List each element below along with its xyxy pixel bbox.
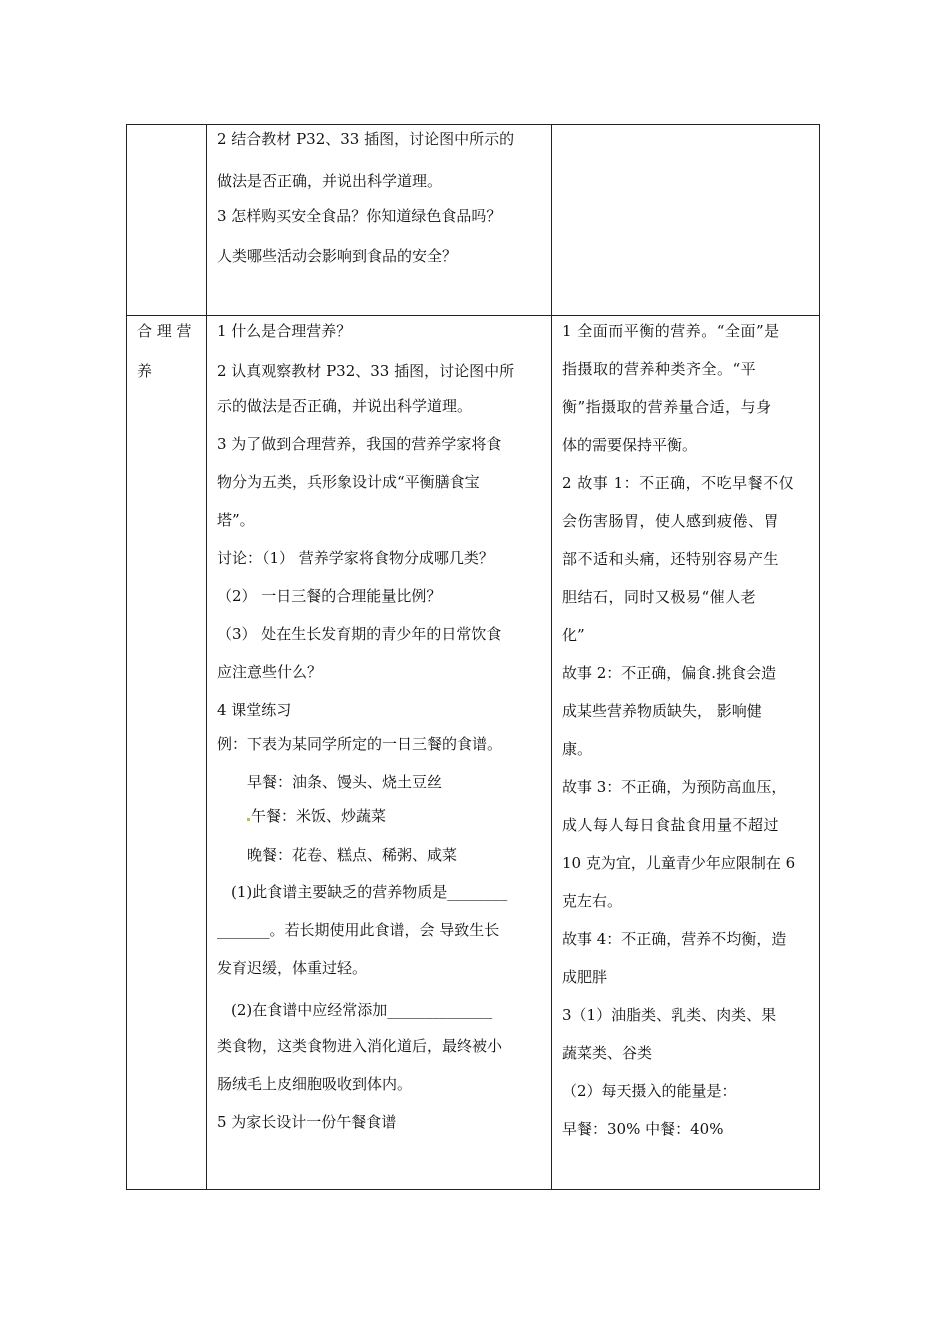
menu-breakfast: 早餐：油条、馒头、烧土豆丝 [247, 773, 443, 791]
text-line: 3 为了做到合理营养，我国的营养学家将食 [217, 435, 502, 453]
question-line: _______。若长期使用此食谱，会 导致生长 [217, 921, 500, 939]
answer-line: 会伤害肠胃，使人感到疲倦、胃 [562, 512, 780, 530]
text-line: 例：下表为某同学所定的一日三餐的食谱。 [217, 735, 503, 753]
answer-line: 故事 3：不正确，为预防高血压， [562, 778, 787, 796]
question-line: 发育迟缓，体重过轻。 [217, 959, 368, 977]
text-line: 2 认真观察教材 P32、33 插图，讨论图中所 [217, 362, 515, 380]
text-line: 3 怎样购买安全食品？你知道绿色食品吗？ [217, 207, 502, 225]
answer-line: 康。 [562, 740, 593, 758]
answer-line: 指摄取的营养种类齐全。“平 [562, 360, 757, 378]
answer-line: 成肥胖 [562, 968, 608, 986]
text-line: 1 什么是合理营养？ [217, 322, 352, 340]
text-line: 物分为五类，兵形象设计成“平衡膳食宝 [217, 473, 480, 491]
answer-line: 衡”指摄取的营养量合适，与身 [562, 398, 772, 416]
text-line: （3） 处在生长发育期的青少年的日常饮食 [217, 625, 502, 643]
question-line: (2)在食谱中应经常添加______________ [231, 1001, 493, 1019]
menu-lunch: 午餐：米饭、炒蔬菜 [247, 806, 386, 826]
menu-dinner: 晚餐：花卷、糕点、稀粥、咸菜 [247, 846, 458, 864]
answer-line: 故事 4：不正确，营养不均衡，造 [562, 930, 787, 948]
answer-line: 3（1）油脂类、乳类、肉类、果 [562, 1006, 777, 1024]
answer-line: 故事 2：不正确，偏食.挑食会造 [562, 664, 777, 682]
answer-line: （2）每天摄入的能量是： [562, 1082, 737, 1100]
text-line: 示的做法是否正确，并说出科学道理。 [217, 397, 473, 415]
answer-line: 1 全面而平衡的营养。“全面”是 [562, 322, 780, 340]
question-line: (1)此食谱主要缺乏的营养物质是________ [231, 883, 508, 901]
text-line: （2） 一日三餐的合理能量比例？ [217, 587, 442, 605]
answer-line: 部不适和头痛，还特别容易产生 [562, 550, 780, 568]
text-line: 人类哪些活动会影响到食品的安全？ [217, 247, 458, 265]
answer-line: 体的需要保持平衡。 [562, 436, 698, 454]
answer-line: 胆结石，同时又极易“催人老 [562, 588, 757, 606]
topic-cell [127, 125, 207, 315]
activity-cell [207, 125, 552, 315]
text-line: 塔”。 [217, 511, 255, 529]
answer-line: 化” [562, 626, 585, 644]
activity-cell [207, 315, 552, 1189]
answer-line: 10 克为宜，儿童青少年应限制在 6 [562, 854, 796, 872]
topic-label: 合 理 营 [137, 322, 192, 340]
answer-line: 克左右。 [562, 892, 623, 910]
topic-label: 养 [137, 362, 153, 380]
question-line: 类食物，这类食物进入消化道后，最终被小 [217, 1037, 503, 1055]
answer-cell [552, 315, 819, 1189]
marker-dot [247, 818, 250, 821]
answer-line: 成某些营养物质缺失， 影响健 [562, 702, 762, 720]
topic-cell [127, 315, 207, 1189]
text-line: 4 课堂练习 [217, 701, 292, 719]
answer-line: 成人每人每日食盐食用量不超过 [562, 816, 780, 834]
answer-line: 2 故事 1：不正确，不吃早餐不仅 [562, 474, 795, 492]
table-row [127, 125, 819, 316]
lesson-table [126, 124, 820, 1190]
answer-cell [552, 125, 819, 315]
answer-line: 蔬菜类、谷类 [562, 1044, 653, 1062]
text-line: 2 结合教材 P32、33 插图，讨论图中所示的 [217, 130, 515, 148]
text-line: 讨论：（1） 营养学家将食物分成哪几类？ [217, 549, 494, 567]
text-line: 做法是否正确，并说出科学道理。 [217, 172, 443, 190]
question-line: 肠绒毛上皮细胞吸收到体内。 [217, 1075, 413, 1093]
answer-line: 早餐：30% 中餐：40% [562, 1120, 724, 1138]
table-row [127, 315, 819, 1189]
text-line: 应注意些什么？ [217, 663, 323, 681]
text-line: 5 为家长设计一份午餐食谱 [217, 1113, 397, 1131]
